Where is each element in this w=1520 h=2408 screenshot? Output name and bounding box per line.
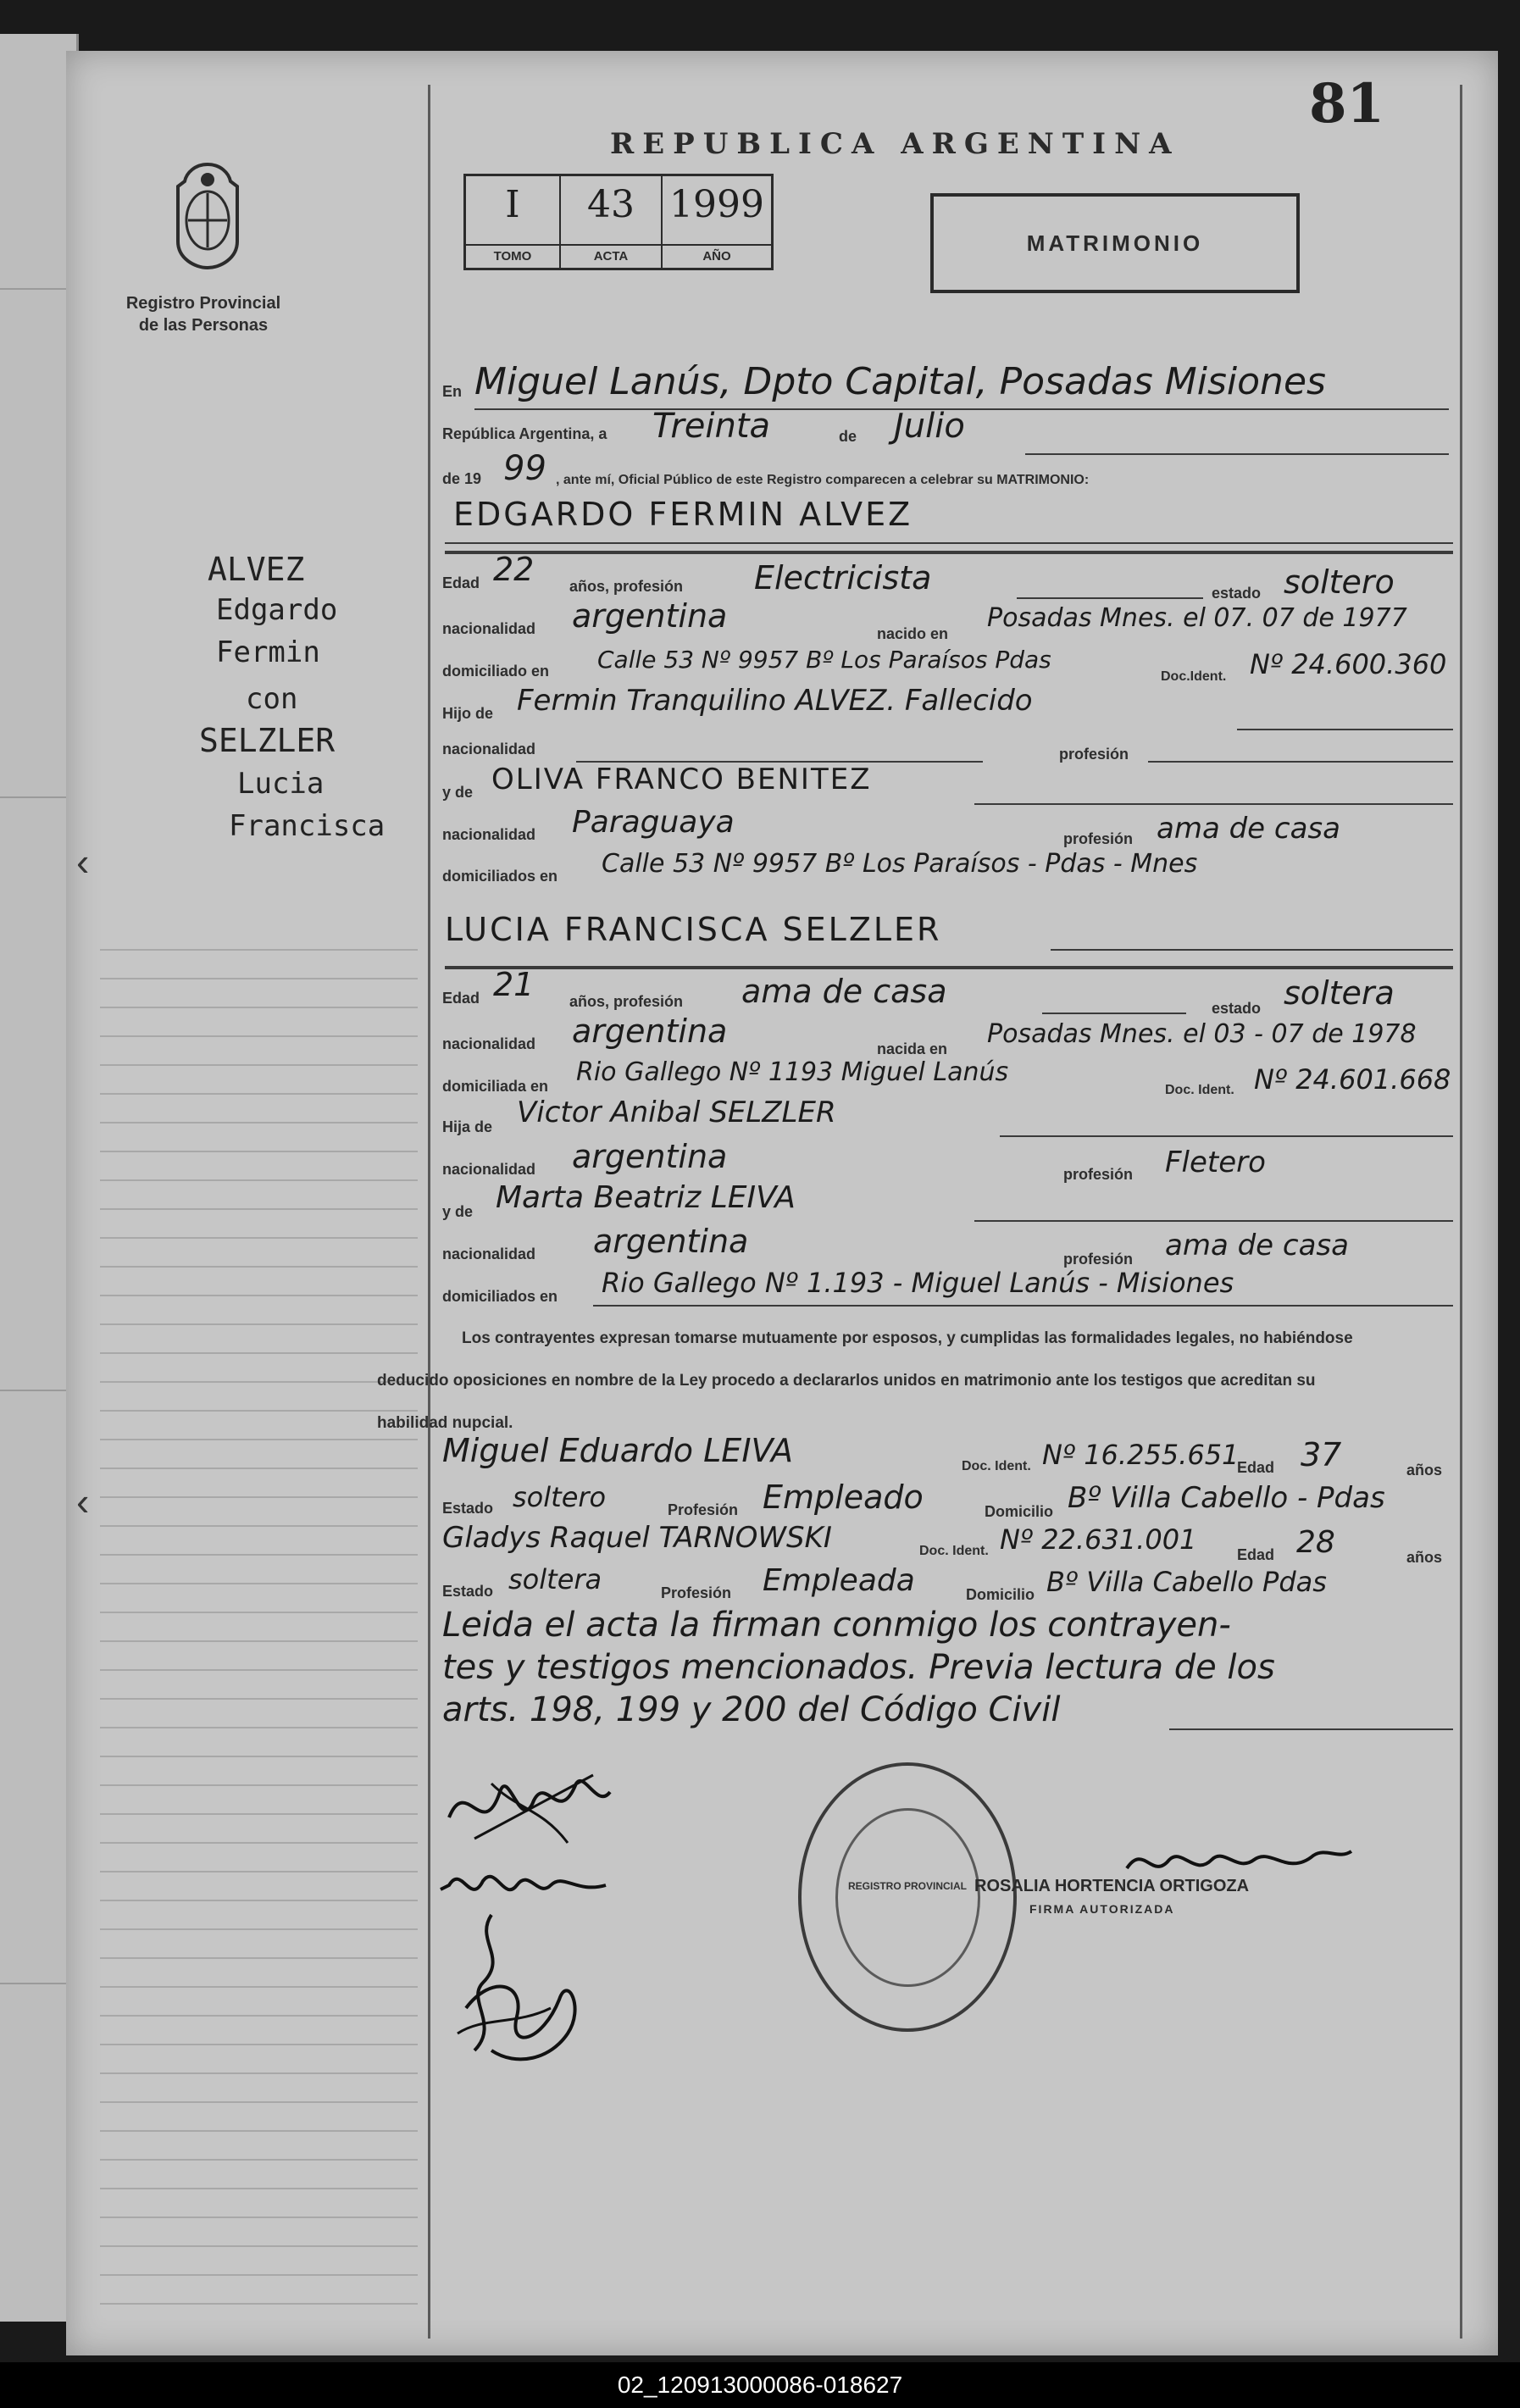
rule <box>1042 1013 1186 1014</box>
groom-padre-prof-label: profesión <box>1059 746 1129 763</box>
groom-nacionalidad: argentina <box>572 597 728 635</box>
margin-divider <box>428 85 430 2339</box>
year-suffix: 99 <box>503 449 546 488</box>
margin-rule-line <box>100 1813 418 1815</box>
witness1-edad: 37 <box>1301 1436 1342 1473</box>
bride-madre-nac-label: nacionalidad <box>442 1246 536 1262</box>
margin-rule-line <box>100 1035 418 1037</box>
bride-name: LUCIA FRANCISCA SELZLER <box>445 911 942 948</box>
groom-madre-prof-label: profesión <box>1063 830 1134 847</box>
groom-doc: Nº 24.600.360 <box>1250 648 1447 680</box>
rule <box>593 1305 1453 1307</box>
closing-line-1: Leida el acta la firman conmigo los contrayen- <box>442 1606 1231 1645</box>
margin-rule-line <box>100 1727 418 1728</box>
day-value: Treinta <box>652 407 771 446</box>
margin-rule-line <box>100 1640 418 1642</box>
official-name: ROSALIA HORTENCIA ORTIGOZA <box>974 1877 1250 1895</box>
bride-madre: Marta Beatriz LEIVA <box>496 1180 796 1215</box>
margin-rule-line <box>100 2072 418 2074</box>
groom-doc-label: Doc.Ident. <box>1161 669 1227 684</box>
witness2-estado-label: Estado <box>442 1583 494 1600</box>
bride-padres-dom: Rio Gallego Nº 1.193 - Miguel Lanús - Misiones <box>602 1267 1234 1299</box>
closing-line-2: tes y testigos mencionados. Previa lectura de los <box>442 1648 1275 1687</box>
bride-estado-label: estado <box>1212 1000 1262 1017</box>
witness2-doc: Nº 22.631.001 <box>1000 1523 1197 1556</box>
margin-rule-line <box>100 1151 418 1152</box>
margin-rule-line <box>100 1698 418 1700</box>
margin-rule-line <box>100 2130 418 2132</box>
margin-rule-line <box>100 2159 418 2161</box>
groom-nacionalidad-label: nacionalidad <box>442 620 536 637</box>
bride-edad-label: Edad <box>442 990 480 1007</box>
bride-madre-prof: ama de casa <box>1165 1229 1349 1262</box>
republica-label: República Argentina, a <box>442 425 607 442</box>
margin-rule-line <box>100 1928 418 1930</box>
margin-note-2: Edgardo <box>216 593 338 627</box>
margin-rule-line <box>100 1179 418 1181</box>
margin-rule-line <box>100 2015 418 2017</box>
bride-yde-label: y de <box>442 1203 474 1220</box>
bride-padre-nac: argentina <box>572 1138 728 1175</box>
registry-name <box>110 292 297 336</box>
bride-doc-label: Doc. Ident. <box>1165 1083 1234 1097</box>
country-heading: REPUBLICA ARGENTINA <box>610 127 1180 161</box>
groom-padre-nac-label: nacionalidad <box>442 741 536 757</box>
seal-inner-ring <box>835 1808 980 1987</box>
groom-madre-nac: Paraguaya <box>572 805 735 840</box>
closing-line-3: arts. 198, 199 y 200 del Código Civil <box>442 1690 1061 1729</box>
groom-estado: soltero <box>1284 563 1395 601</box>
bride-domicilio: Rio Gallego Nº 1193 Miguel Lanús <box>576 1057 1009 1087</box>
place-value: Miguel Lanús, Dpto Capital, Posadas Misiones <box>474 360 1326 403</box>
rule <box>1237 729 1453 730</box>
margin-rule-line <box>100 2217 418 2218</box>
margin-note-5: SELZLER <box>199 722 336 759</box>
groom-nacido: Posadas Mnes. el 07. 07 de 1977 <box>987 603 1407 633</box>
margin-rule-line <box>100 2303 418 2305</box>
witness2-edad: 28 <box>1296 1525 1335 1560</box>
rule <box>1017 597 1203 599</box>
anio-label: AÑO <box>663 244 771 268</box>
margin-rule-line <box>100 1986 418 1988</box>
tomo-value: I <box>505 183 520 226</box>
witness1-doc: Nº 16.255.651 <box>1042 1439 1240 1471</box>
bride-profesion: ama de casa <box>741 973 947 1010</box>
rule <box>1025 453 1449 455</box>
margin-tick-mark: ‹ <box>76 840 90 884</box>
margin-rule-line <box>100 1237 418 1239</box>
bride-anios-label: años, profesión <box>569 993 684 1010</box>
signature-groom <box>441 1758 627 1860</box>
section-divider <box>445 551 1453 554</box>
margin-rule-line <box>100 949 418 951</box>
acta-value: 43 <box>587 183 635 226</box>
witness2-prof-label: Profesión <box>661 1584 732 1601</box>
groom-hijo-label: Hijo de <box>442 705 494 722</box>
witness1-prof: Empleado <box>763 1479 924 1516</box>
official-seal <box>798 1762 1017 2032</box>
rule <box>1148 761 1453 763</box>
margin-note-4: con <box>246 682 298 716</box>
page-number: 81 <box>1309 72 1385 136</box>
witness1-prof-label: Profesión <box>668 1501 739 1518</box>
groom-edad: 22 <box>493 551 535 588</box>
groom-yde-label: y de <box>442 784 474 801</box>
witness2-prof: Empleada <box>763 1563 915 1598</box>
margin-note-3: Fermin <box>216 635 320 669</box>
en-label: En <box>442 383 463 400</box>
witness1-edad-label: Edad <box>1237 1459 1275 1476</box>
bride-padre-nac-label: nacionalidad <box>442 1161 536 1178</box>
groom-edad-label: Edad <box>442 574 480 591</box>
margin-rule-line <box>100 2188 418 2189</box>
bride-nacida-label: nacida en <box>877 1040 948 1057</box>
bride-nacionalidad-label: nacionalidad <box>442 1035 536 1052</box>
margin-rule-line <box>100 2274 418 2276</box>
witness2-edad-label: Edad <box>1237 1546 1275 1563</box>
witness2-name: Gladys Raquel TARNOWSKI <box>442 1521 832 1555</box>
bride-padres-dom-label: domiciliados en <box>442 1288 558 1305</box>
rule <box>1051 949 1453 951</box>
margin-rule-line <box>100 1496 418 1498</box>
month-value: Julio <box>894 407 965 446</box>
formula-text: Los contrayentes expresan tomarse mutuamente por esposos, y cumplidas las formalidades legales, no habiéndose deducido oposiciones en nombre de la Ley procedo a declararlos unidos en matrimonio ante los testigos que acreditan su habilidad nupcial. <box>377 1329 1353 1432</box>
witness1-doc-label: Doc. Ident. <box>962 1459 1031 1473</box>
bride-padre: Victor Anibal SELZLER <box>517 1096 836 1129</box>
witness1-dom: Bº Villa Cabello - Pdas <box>1068 1481 1385 1515</box>
witness1-estado-label: Estado <box>442 1500 494 1517</box>
witness1-estado: soltero <box>513 1481 607 1513</box>
rule <box>974 1220 1453 1222</box>
acta-label: ACTA <box>561 244 661 268</box>
margin-note-6: Lucia <box>237 767 325 801</box>
bride-hija-label: Hija de <box>442 1118 493 1135</box>
bride-doc: Nº 24.601.668 <box>1254 1063 1451 1096</box>
anio-value: 1999 <box>669 183 764 226</box>
tomo-label: TOMO <box>466 244 559 268</box>
margin-rule-line <box>100 1295 418 1296</box>
right-rule <box>1460 85 1462 2339</box>
margin-rule-line <box>100 1669 418 1671</box>
margin-rule-line <box>100 2101 418 2103</box>
bride-domicilio-label: domiciliada en <box>442 1078 549 1095</box>
margin-rule-line <box>100 1957 418 1959</box>
margin-rule-line <box>100 1410 418 1412</box>
witness1-anios-label: años <box>1406 1462 1443 1479</box>
de-label: de <box>839 428 857 445</box>
margin-note-7: Francisca <box>229 809 386 843</box>
groom-madre-nac-label: nacionalidad <box>442 826 536 843</box>
margin-rule-line <box>100 1381 418 1383</box>
rule <box>1169 1728 1453 1730</box>
year-prefix: de 19 <box>442 470 482 487</box>
tomo-cell <box>466 176 561 268</box>
signature-witnesses <box>441 1906 593 2076</box>
groom-madre-prof: ama de casa <box>1157 812 1340 846</box>
margin-rule-line <box>100 1554 418 1556</box>
margin-rule-line <box>100 1208 418 1210</box>
witness1-dom-label: Domicilio <box>985 1503 1054 1520</box>
groom-profesion: Electricista <box>754 559 932 596</box>
record-number-box <box>463 174 774 270</box>
bride-nacionalidad: argentina <box>572 1013 728 1050</box>
witness2-dom-label: Domicilio <box>966 1586 1035 1603</box>
registry-line-1: Registro Provincial <box>125 294 281 313</box>
margin-rule-line <box>100 2245 418 2247</box>
margin-rule-line <box>100 1842 418 1844</box>
witness2-anios-label: años <box>1406 1549 1443 1566</box>
margin-rule-line <box>100 1122 418 1124</box>
witness2-dom: Bº Villa Cabello Pdas <box>1046 1566 1327 1598</box>
seal-text: REGISTRO PROVINCIAL <box>847 1880 967 1892</box>
groom-name: EDGARDO FERMIN ALVEZ <box>453 496 913 533</box>
official-title: FIRMA AUTORIZADA <box>1029 1902 1175 1916</box>
margin-rule-line <box>100 1323 418 1325</box>
rule <box>974 803 1453 805</box>
record-type-box: MATRIMONIO <box>930 193 1300 293</box>
bride-padre-prof-label: profesión <box>1063 1166 1134 1183</box>
margin-tick-mark: ‹ <box>76 1479 90 1523</box>
acta-cell <box>561 176 663 268</box>
groom-madre: OLIVA FRANCO BENITEZ <box>491 763 872 796</box>
bride-edad: 21 <box>493 966 535 1003</box>
groom-nacido-label: nacido en <box>877 625 949 642</box>
margin-rule-line <box>100 1439 418 1440</box>
witness1-name: Miguel Eduardo LEIVA <box>442 1432 793 1469</box>
rule <box>1000 1135 1453 1137</box>
margin-rule-line <box>100 1900 418 1901</box>
margin-rule-line <box>100 1784 418 1786</box>
margin-rule-line <box>100 1064 418 1066</box>
witness2-estado: soltera <box>508 1563 602 1595</box>
margin-rule-line <box>100 1266 418 1268</box>
groom-anios-label: años, profesión <box>569 578 684 595</box>
bride-nacida: Posadas Mnes. el 03 - 07 de 1978 <box>987 1019 1417 1049</box>
margin-note-1: ALVEZ <box>208 551 305 588</box>
groom-padre: Fermin Tranquilino ALVEZ. Fallecido <box>517 684 1033 718</box>
groom-domicilio-label: domiciliado en <box>442 663 550 680</box>
margin-rule-line <box>100 1352 418 1354</box>
bride-madre-nac: argentina <box>593 1223 749 1260</box>
margin-rule-line <box>100 1468 418 1469</box>
margin-rule-line <box>100 1093 418 1095</box>
bride-estado: soltera <box>1284 974 1395 1012</box>
image-id-footer: 02_120913000086-018627 <box>0 2362 1520 2408</box>
margin-rule-line <box>100 1007 418 1008</box>
coat-of-arms-icon <box>169 161 246 271</box>
margin-rule-line <box>100 1525 418 1527</box>
section-divider <box>445 966 1453 969</box>
groom-estado-label: estado <box>1212 585 1262 602</box>
groom-domicilio: Calle 53 Nº 9957 Bº Los Paraísos Pdas <box>597 646 1051 674</box>
margin-rule-line <box>100 1871 418 1873</box>
margin-rule-line <box>100 1583 418 1584</box>
groom-padres-dom-label: domiciliados en <box>442 868 558 885</box>
margin-rule-line <box>100 1756 418 1757</box>
groom-padres-dom: Calle 53 Nº 9957 Bº Los Paraísos - Pdas - Mnes <box>602 849 1198 879</box>
anio-cell <box>663 176 771 268</box>
witness2-doc-label: Doc. Ident. <box>919 1544 989 1558</box>
legal-formula <box>377 1318 1385 1445</box>
registry-line-2: de las Personas <box>138 316 269 335</box>
bride-padre-prof: Fletero <box>1165 1146 1266 1179</box>
bride-madre-prof-label: profesión <box>1063 1251 1134 1268</box>
declaration-text: , ante mí, Oficial Público de este Registro comparecen a celebrar su MATRIMONIO: <box>556 473 1090 487</box>
margin-rule-line <box>100 978 418 979</box>
margin-rule-line <box>100 1612 418 1613</box>
rule <box>445 542 1453 544</box>
margin-rule-line <box>100 2044 418 2045</box>
